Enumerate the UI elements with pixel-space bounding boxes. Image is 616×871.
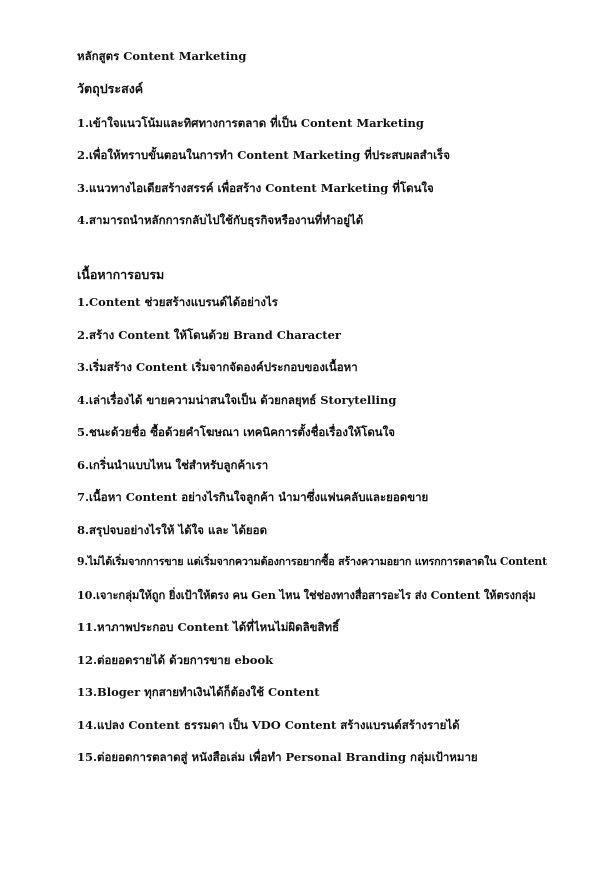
content-item: 13.Bloger ทุกสายทำเงินได้ก็ต้องใช้ Content bbox=[77, 685, 320, 699]
objective-item: 1.เข้าใจแนวโน้มและทิศทางการตลาด ที่เป็น Content Marketing bbox=[77, 116, 424, 130]
content-item: 3.เริ่มสร้าง Content เริ่มจากจัดองค์ประกอบของเนื้อหา bbox=[77, 360, 358, 374]
content-item: 10.เจาะกลุ่มให้ถูก ยิ่งเป้าให้ตรง คน Gen ไหน ใช่ช่องทางสื่อสารอะไร ส่ง Content ให้ตรงกลุ่ม bbox=[77, 588, 536, 602]
objective-item: 3.แนวทางไอเดียสร้างสรรค์ เพื่อสร้าง Content Marketing ที่โดนใจ bbox=[77, 181, 434, 195]
objectives-heading: วัตถุประสงค์ bbox=[77, 81, 144, 96]
objective-item: 4.สามารถนำหลักการกลับไปใช้กับธุรกิจหรืองานที่ทำอยู่ได้ bbox=[77, 213, 364, 227]
content-item: 15.ต่อยอดการตลาดสู่ หนังสือเล่ม เพื่อทำ Personal Branding กลุ่มเป้าหมาย bbox=[77, 750, 478, 764]
objective-item: 2.เพื่อให้ทราบขั้นตอนในการทำ Content Marketing ที่ประสบผลสำเร็จ bbox=[77, 148, 450, 162]
content-item: 1.Content ช่วยสร้างแบรนด์ได้อย่างไร bbox=[77, 295, 278, 309]
content-item: 4.เล่าเรื่องได้ ขายความน่าสนใจเป็น ด้วยกลยุทธ์ Storytelling bbox=[77, 393, 397, 407]
content-heading: เนื้อหาการอบรม bbox=[77, 267, 165, 282]
content-item: 8.สรุปจบอย่างไรให้ ได้ใจ และ ได้ยอด bbox=[77, 523, 268, 537]
content-item: 5.ชนะด้วยชื่อ ซื้อด้วยคำโฆษณา เทคนิคการตั้งชื่อเรื่องให้โดนใจ bbox=[77, 425, 396, 439]
content-item: 2.สร้าง Content ให้โดนด้วย Brand Character bbox=[77, 328, 341, 342]
content-item: 11.หาภาพประกอบ Content ได้ที่ไหนไม่ผิดลิขสิทธิ์ bbox=[77, 620, 340, 634]
content-item: 6.เกริ่นนำแบบไหน ใช่สำหรับลูกค้าเรา bbox=[77, 458, 269, 472]
content-item: 14.แปลง Content ธรรมดา เป็น VDO Content สร้างแบรนด์สร้างรายได้ bbox=[77, 718, 460, 732]
content-item: 7.เนื้อหา Content อย่างไรกินใจลูกค้า นำมาซึ่งแฟนคลับและยอดขาย bbox=[77, 490, 429, 504]
content-item: 9.ไม่ได้เริ่มจากการขาย แต่เริ่มจากความต้องการอยากซื้อ สร้างความอยาก แทรกการตลาดใน Content bbox=[77, 555, 547, 568]
course-title: หลักสูตร Content Marketing bbox=[77, 49, 247, 63]
content-item: 12.ต่อยอดรายได้ ด้วยการขาย ebook bbox=[77, 653, 274, 667]
